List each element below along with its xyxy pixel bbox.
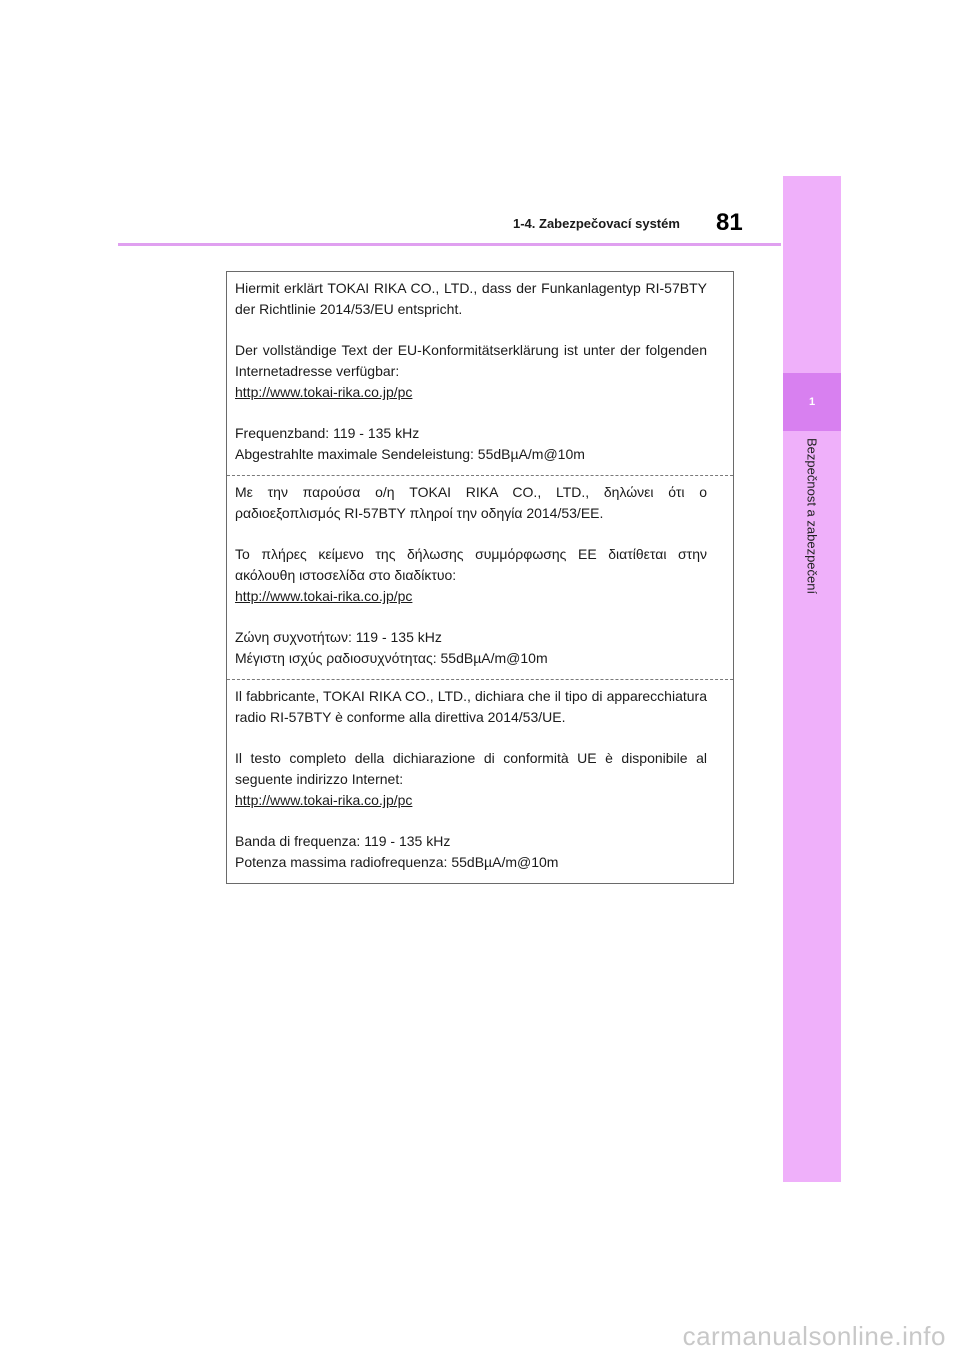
declaration-box <box>226 271 734 884</box>
availability-text <box>235 340 707 403</box>
max-power: Abgestrahlte maximale Sendeleistung: 55dBµA/m@10m <box>235 446 585 462</box>
chapter-side-tab <box>783 176 841 1182</box>
availability-text <box>235 544 707 607</box>
max-power: Potenza massima radiofrequenza: 55dBµA/m@10m <box>235 854 559 870</box>
declaration-url-link[interactable]: http://www.tokai-rika.co.jp/pc <box>235 384 413 400</box>
declaration-url-link[interactable]: http://www.tokai-rika.co.jp/pc <box>235 588 413 604</box>
declaration-section-italian <box>227 679 733 883</box>
declaration-url-link[interactable]: http://www.tokai-rika.co.jp/pc <box>235 792 413 808</box>
declaration-text: Il fabbricante, TOKAI RIKA CO., LTD., dichiara che il tipo di apparecchiatura radio RI-57BTY è conforme alla direttiva 2014/53/UE. <box>235 688 707 725</box>
site-watermark: carmanualsonline.info <box>682 1321 946 1351</box>
availability-sentence: Der vollständige Text der EU-Konformitätserklärung ist unter der folgenden Internetadresse verfügbar: <box>235 342 707 379</box>
radio-specs <box>235 627 707 669</box>
frequency-band: Ζώνη συχνοτήτων: 119 - 135 kHz <box>235 629 442 645</box>
declaration-section-german <box>227 272 733 475</box>
chapter-number-badge: 1 <box>783 373 841 431</box>
radio-specs <box>235 831 707 873</box>
max-power: Μέγιστη ισχύς ραδιοσυχνότητας: 55dBµA/m@10m <box>235 650 548 666</box>
declaration-section-greek <box>227 475 733 679</box>
page-number: 81 <box>716 209 743 236</box>
availability-sentence: Το πλήρες κείμενο της δήλωσης συμμόρφωσης ΕΕ διατίθεται στην ακόλουθη ιστοσελίδα στο διαδίκτυο: <box>235 546 707 583</box>
declaration-text: Hiermit erklärt TOKAI RIKA CO., LTD., dass der Funkanlagentyp RI-57BTY der Richtlinie 2014/53/EU entspricht. <box>235 280 707 317</box>
availability-text <box>235 748 707 811</box>
frequency-band: Banda di frequenza: 119 - 135 kHz <box>235 833 451 849</box>
availability-sentence: Il testo completo della dichiarazione di conformità UE è disponibile al seguente indirizzo Internet: <box>235 750 707 787</box>
frequency-band: Frequenzband: 119 - 135 kHz <box>235 425 420 441</box>
section-title: 1-4. Zabezpečovací systém <box>513 216 680 231</box>
declaration-text: Με την παρούσα ο/η TOKAI RIKA CO., LTD., δηλώνει ότι ο ραδιοεξοπλισμός RI-57BTY πληροί την οδηγία 2014/53/ΕΕ. <box>235 484 707 521</box>
radio-specs <box>235 423 707 465</box>
header-rule <box>118 243 781 246</box>
chapter-label <box>783 438 841 638</box>
chapter-label-text: Bezpečnost a zabezpečení <box>804 438 820 595</box>
